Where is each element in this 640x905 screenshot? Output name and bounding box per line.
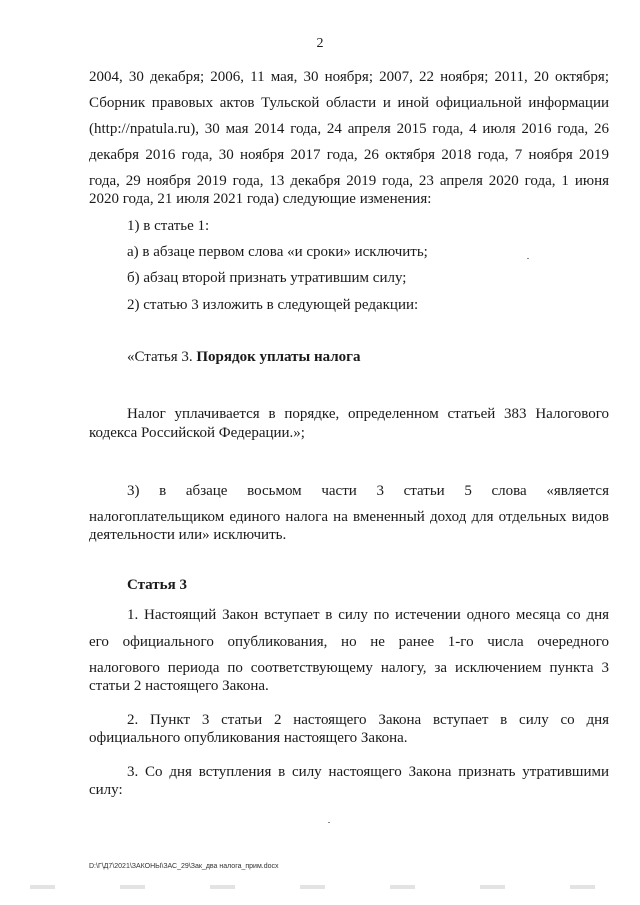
quoted-article-title: Порядок уплаты налога xyxy=(196,349,361,365)
intro-line: (http://npatula.ru), 30 мая 2014 года, 24 апреля 2015 года, 4 июля 2016 года, 26 xyxy=(89,121,609,137)
article3-para2-line: 2. Пункт 3 статьи 2 настоящего Закона вступает в силу со дня xyxy=(127,712,609,728)
item3-line: деятельности или» исключить. xyxy=(89,527,287,543)
footer-file-path: D:\Г\Д7\2021\ЗАКОНЫ\ЗАС_29\Зак_два налога_прим.docx xyxy=(89,863,279,870)
intro-line: 2020 года, 21 июля 2021 года) следующие изменения: xyxy=(89,191,432,207)
article3-para1-line: налогового периода по соответствующему налогу, за исключением пункта 3 xyxy=(89,660,609,676)
article3-para2-line: официального опубликования настоящего Закона. xyxy=(89,730,408,746)
item3-line: налогоплательщиком единого налога на вмененный доход для отдельных видов xyxy=(89,509,609,525)
scan-speck xyxy=(328,822,330,823)
article3-para1-line: статьи 2 настоящего Закона. xyxy=(89,678,269,694)
item3-line: 3) в абзаце восьмом части 3 статьи 5 слова «является xyxy=(127,483,609,499)
intro-line: года, 29 ноября 2019 года, 13 декабря 2019 года, 23 апреля 2020 года, 1 июня xyxy=(89,173,609,189)
scan-edge-artifact xyxy=(0,885,640,889)
article3-para3-line: силу: xyxy=(89,782,123,798)
quoted-article-body-line: Налог уплачивается в порядке, определенном статьей 383 Налогового xyxy=(127,406,609,422)
list-item: 1) в статье 1: xyxy=(127,218,210,234)
quoted-article-prefix: «Статья 3. xyxy=(127,349,197,365)
quoted-article-heading xyxy=(127,349,360,366)
article3-para1-line: его официального опубликования, но не ранее 1-го числа очередного xyxy=(89,634,609,650)
quoted-article-body-line: кодекса Российской Федерации.»; xyxy=(89,425,305,441)
scan-speck xyxy=(527,258,529,259)
article3-heading: Статья 3 xyxy=(127,577,187,593)
article3-para1-line: 1. Настоящий Закон вступает в силу по истечении одного месяца со дня xyxy=(127,607,609,623)
list-item: 2) статью 3 изложить в следующей редакции: xyxy=(127,297,419,313)
article3-para3-line: 3. Со дня вступления в силу настоящего Закона признать утратившими xyxy=(127,764,609,780)
page-number: 2 xyxy=(316,36,324,51)
list-item: б) абзац второй признать утратившим силу; xyxy=(127,270,407,286)
intro-line: Сборник правовых актов Тульской области и иной официальной информации xyxy=(89,95,609,111)
list-item: а) в абзаце первом слова «и сроки» исключить; xyxy=(127,244,428,260)
intro-line: 2004, 30 декабря; 2006, 11 мая, 30 ноября; 2007, 22 ноября; 2011, 20 октября; xyxy=(89,69,609,85)
intro-line: декабря 2016 года, 30 ноября 2017 года, 26 октября 2018 года, 7 ноября 2019 xyxy=(89,147,609,163)
